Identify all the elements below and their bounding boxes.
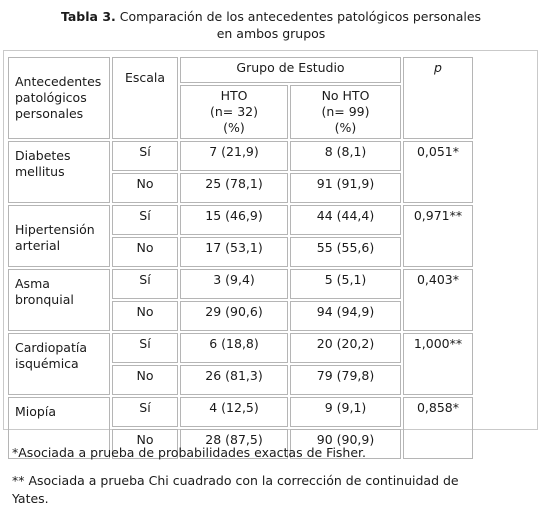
antecedente-name [8,333,110,395]
header-nohto-line: (n= 99) [321,104,370,119]
antecedente-name-line: Asma [15,276,50,291]
escala-cell: No [112,301,178,331]
table-row [8,269,473,299]
nohto-cell: 8 (8,1) [290,141,401,171]
escala-cell: Sí [112,205,178,235]
header-hto-line: HTO [220,88,248,103]
antecedente-name-line: isquémica [15,356,79,371]
footnote-chi-line: Yates. [12,491,49,506]
antecedente-name [8,205,110,267]
hto-cell: 25 (78,1) [180,173,288,203]
header-escala: Escala [112,57,178,139]
antecedente-name-line: mellitus [15,164,65,179]
hto-cell: 29 (90,6) [180,301,288,331]
escala-cell: Sí [112,141,178,171]
escala-cell: No [112,365,178,395]
hto-cell: 7 (21,9) [180,141,288,171]
table-row [8,141,473,171]
table-row [8,205,473,235]
header-p [403,57,473,139]
escala-cell: Sí [112,333,178,363]
antecedente-name-line: bronquial [15,292,74,307]
header-grupo: Grupo de Estudio [180,57,401,83]
header-nohto-line: No HTO [321,88,370,103]
caption-label: Tabla 3. [60,9,116,24]
table-row [8,333,473,363]
antecedente-name-line: Miopía [15,404,56,419]
nohto-cell: 5 (5,1) [290,269,401,299]
hto-cell: 4 (12,5) [180,397,288,427]
antecedente-name-line: Diabetes [15,148,71,163]
header-row-1 [8,57,473,83]
header-hto-line: (%) [223,120,245,135]
footnote-chi [12,472,532,508]
header-antecedentes-line: patológicos [15,90,87,105]
header-antecedentes [8,57,110,139]
hto-cell: 3 (9,4) [180,269,288,299]
escala-cell: No [112,173,178,203]
nohto-cell: 44 (44,4) [290,205,401,235]
header-hto [180,85,288,139]
hto-cell: 6 (18,8) [180,333,288,363]
footnote-chi-line: ** Asociada a prueba Chi cuadrado con la corrección de continuidad de [12,473,459,488]
hto-cell: 28 (87,5) [180,429,288,459]
escala-cell: Sí [112,397,178,427]
table-caption [0,8,542,42]
header-p-text: p [434,60,442,75]
nohto-cell: 9 (9,1) [290,397,401,427]
header-nohto [290,85,401,139]
antecedente-name-line: arterial [15,238,61,253]
p-value-cell: 0,403* [403,269,473,331]
escala-cell: No [112,237,178,267]
p-value-cell: 1,000** [403,333,473,395]
p-value-cell: 0,858* [403,397,473,459]
antecedente-name [8,141,110,203]
escala-cell: No [112,429,178,459]
escala-cell: Sí [112,269,178,299]
hto-cell: 15 (46,9) [180,205,288,235]
nohto-cell: 90 (90,9) [290,429,401,459]
antecedente-name [8,269,110,331]
hto-cell: 17 (53,1) [180,237,288,267]
p-value-cell: 0,051* [403,141,473,203]
data-table [6,55,475,461]
nohto-cell: 20 (20,2) [290,333,401,363]
nohto-cell: 55 (55,6) [290,237,401,267]
antecedente-name-line: Hipertensión [15,222,95,237]
hto-cell: 26 (81,3) [180,365,288,395]
header-hto-line: (n= 32) [209,104,259,119]
p-value-cell: 0,971** [403,205,473,267]
nohto-cell: 94 (94,9) [290,301,401,331]
antecedente-name-line: Cardiopatía [15,340,87,355]
header-nohto-line: (%) [334,120,357,135]
nohto-cell: 91 (91,9) [290,173,401,203]
caption-text-2: en ambos grupos [216,26,326,41]
caption-text-1: Comparación de los antecedentes patológicos personales [119,9,482,24]
footnote-fisher: *Asociada a prueba de probabilidades exactas de Fisher. [12,445,367,460]
nohto-cell: 79 (79,8) [290,365,401,395]
table-row [8,397,473,427]
header-antecedentes-line: personales [15,106,84,121]
header-antecedentes-line: Antecedentes [15,74,102,89]
